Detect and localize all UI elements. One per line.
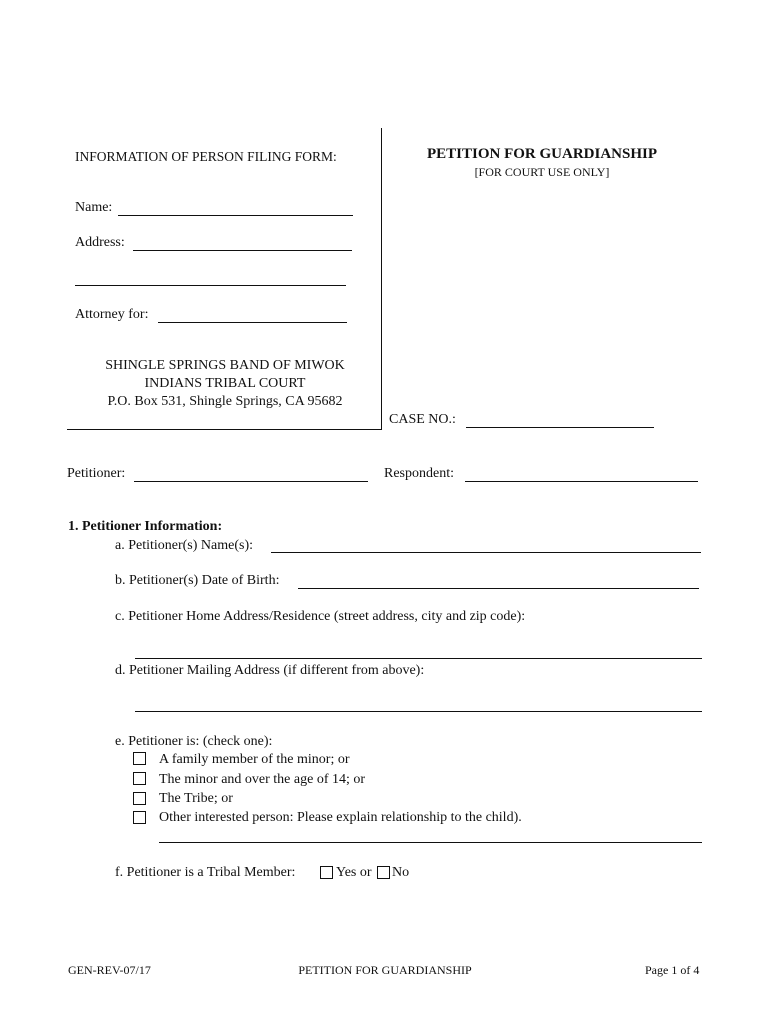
attorney-label: Attorney for: [75,307,149,322]
petitioner-dob-underline [298,588,699,589]
form-title: PETITION FOR GUARDIANSHIP [426,146,658,162]
other-person-checkbox[interactable] [133,811,146,824]
item-f-label: f. Petitioner is a Tribal Member: [115,865,296,880]
respondent-label: Respondent: [384,466,454,481]
respondent-underline [465,481,698,482]
attorney-field[interactable] [158,306,347,322]
address-underline [133,250,352,251]
petitioner-names-underline [271,552,701,553]
footer-form-code: GEN-REV-07/17 [68,963,151,977]
section-1-heading: 1. Petitioner Information: [68,519,223,534]
petitioner-label: Petitioner: [67,466,126,481]
option-family-member: A family member of the minor; or [159,752,350,767]
option-other-person: Other interested person: Please explain relationship to the child). [159,810,522,825]
item-d-label: d. Petitioner Mailing Address (if different from above): [115,663,425,678]
minor-over-14-checkbox[interactable] [133,772,146,785]
tribal-member-no-label: No [392,865,410,880]
court-use-only: [FOR COURT USE ONLY] [474,165,610,179]
petitioner-dob-field[interactable] [298,572,699,588]
address-field[interactable] [133,234,352,250]
case-no-field[interactable] [466,411,654,427]
tribal-member-yes-label: Yes or [336,865,372,880]
option-minor-over-14: The minor and over the age of 14; or [159,772,366,787]
footer-page-number: Page 1 of 4 [645,963,700,977]
address-underline-2 [75,285,346,286]
petitioner-field[interactable] [134,465,368,481]
tribal-member-no-checkbox[interactable] [377,866,390,879]
name-underline [118,215,353,216]
case-no-label: CASE NO.: [389,412,456,427]
item-b-label: b. Petitioner(s) Date of Birth: [115,573,280,588]
petitioner-names-field[interactable] [271,537,701,553]
name-field[interactable] [118,199,353,215]
attorney-underline [158,322,347,323]
address-label: Address: [75,235,125,250]
address-field-line2[interactable] [75,269,346,285]
item-a-label: a. Petitioner(s) Name(s): [115,538,254,553]
case-no-underline [466,427,654,428]
respondent-field[interactable] [465,465,698,481]
relationship-explanation-underline [159,842,702,843]
item-c-label: c. Petitioner Home Address/Residence (street address, city and zip code): [115,609,526,624]
home-address-field[interactable] [135,642,702,658]
tribal-member-yes-checkbox[interactable] [320,866,333,879]
tribe-checkbox[interactable] [133,792,146,805]
filer-info-heading: INFORMATION OF PERSON FILING FORM: [75,149,337,164]
name-label: Name: [75,200,113,215]
court-address: P.O. Box 531, Shingle Springs, CA 95682 [107,394,343,409]
footer-title: PETITION FOR GUARDIANSHIP [298,963,472,977]
petitioner-underline [134,481,368,482]
mailing-address-underline [135,711,702,712]
family-member-checkbox[interactable] [133,752,146,765]
relationship-explanation-field[interactable] [159,826,702,842]
court-name-line1: SHINGLE SPRINGS BAND OF MIWOK [105,358,345,373]
header-horizontal-divider [67,429,382,430]
mailing-address-field[interactable] [135,695,702,711]
home-address-underline [135,658,702,659]
item-e-label: e. Petitioner is: (check one): [115,734,273,749]
header-vertical-divider [381,128,382,430]
court-name-line2: INDIANS TRIBAL COURT [144,376,306,391]
option-tribe: The Tribe; or [159,791,233,806]
